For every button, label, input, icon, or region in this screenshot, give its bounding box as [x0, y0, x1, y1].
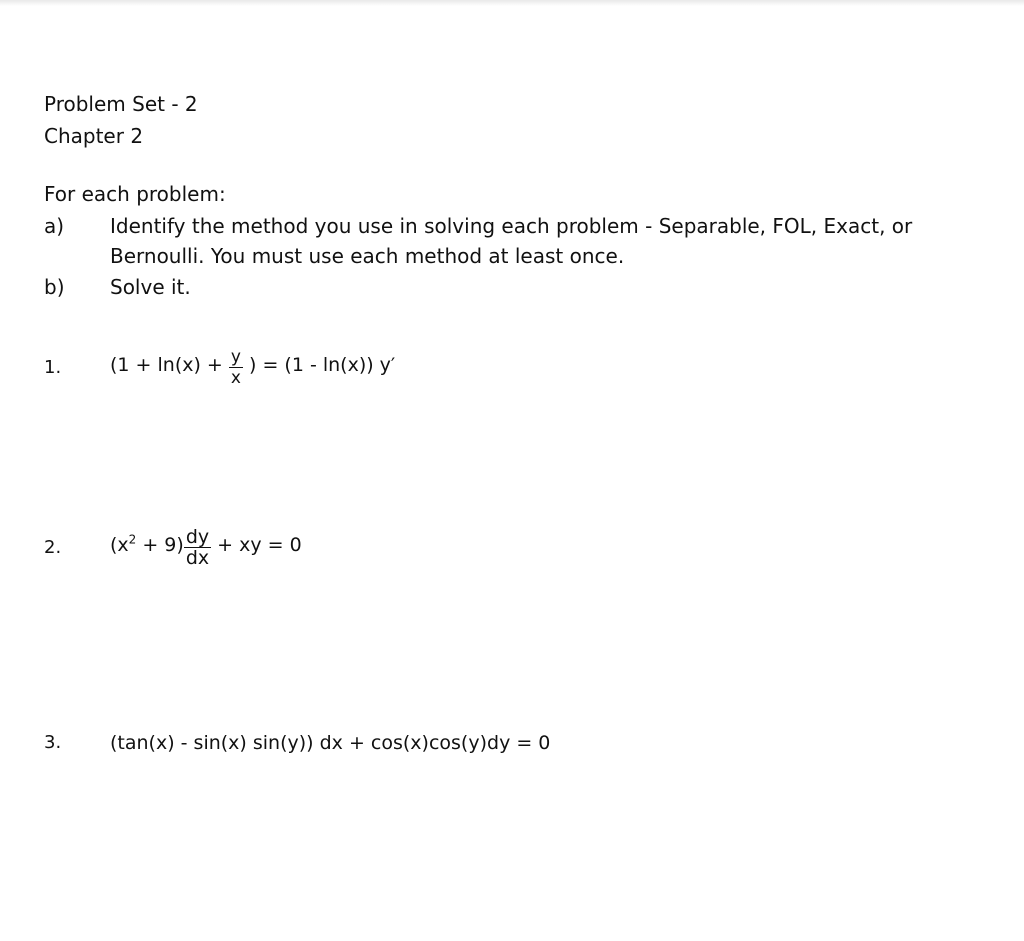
chapter-label: Chapter 2	[44, 124, 144, 148]
instruction-a-line1: Identify the method you use in solving each problem - Separable, FOL, Exact, or	[110, 214, 913, 238]
problem-1-frac-numerator: y	[230, 347, 241, 367]
problem-1-frac-denominator: x	[230, 368, 241, 388]
problem-2-equation	[110, 525, 302, 569]
problem-2-exponent: 2	[128, 532, 137, 547]
problem-2-mid: + 9)	[136, 534, 184, 556]
instructions-intro: For each problem:	[44, 182, 226, 206]
problem-2-frac-denominator: dx	[185, 547, 210, 569]
problem-2-fraction	[184, 527, 211, 568]
problem-2-post: + xy = 0	[211, 534, 302, 556]
problem-1-fraction	[229, 347, 243, 388]
problem-3-equation: (tan(x) - sin(x) sin(y)) dx + cos(x)cos(y)dy = 0	[110, 732, 551, 754]
problem-2-frac-numerator: dy	[185, 526, 210, 548]
instruction-marker-a: a)	[44, 214, 65, 238]
instruction-marker-b: b)	[44, 275, 65, 299]
problem-1-number: 1.	[44, 357, 62, 378]
problem-1-lhs: (1 + ln(x) +	[110, 354, 229, 376]
page-title: Problem Set - 2	[44, 92, 198, 116]
problem-2-number: 2.	[44, 537, 62, 558]
problem-1-rhs: ) = (1 - ln(x)) y′	[242, 354, 396, 376]
problem-2-pre: (x	[110, 534, 129, 556]
problem-3-number: 3.	[44, 732, 62, 753]
instruction-a-line2: Bernoulli. You must use each method at least once.	[110, 244, 625, 268]
instruction-b-text: Solve it.	[110, 275, 191, 299]
problem-1-equation	[110, 345, 395, 386]
page-top-edge	[0, 0, 1024, 6]
